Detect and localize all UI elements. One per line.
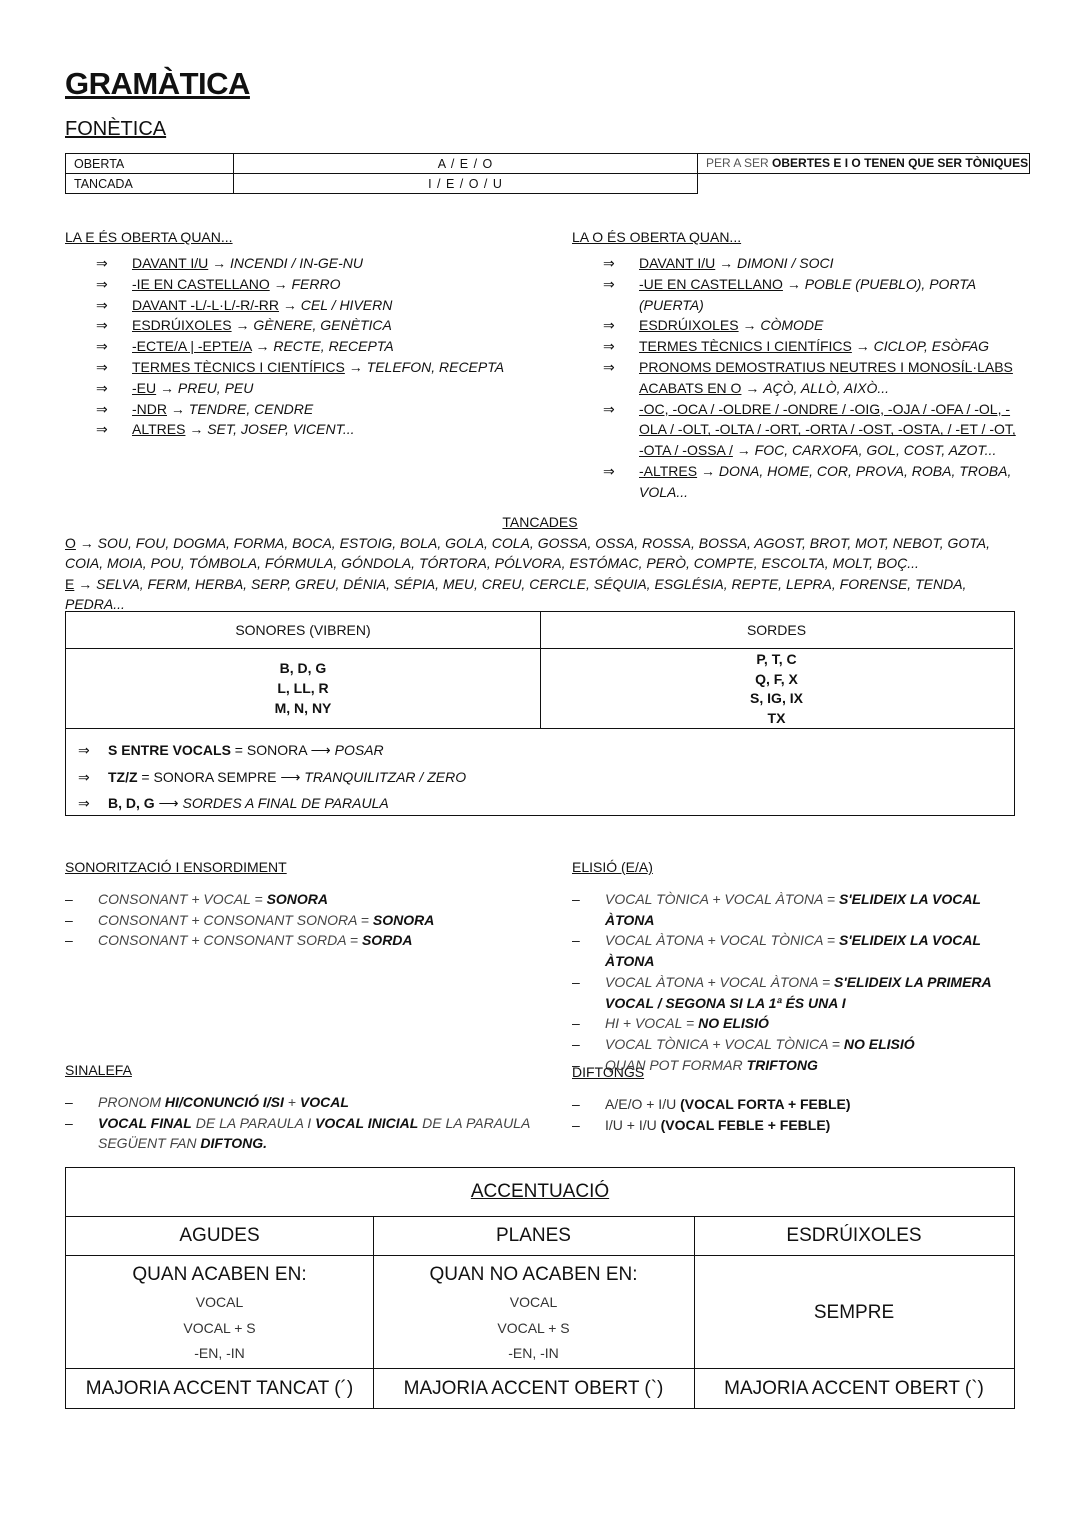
accentuacio-heading: ACCENTUACIÓ	[470, 1181, 610, 1202]
list-item: ⇒ TZ/Z = SONORA SEMPRE ⟶ TRANQUILITZAR / ZERO	[78, 764, 466, 791]
o-open-heading: LA O ÉS OBERTA QUAN...	[572, 229, 742, 245]
sonoritzacio-heading: SONORITZACIÓ I ENSORDIMENT	[65, 859, 287, 875]
tancades-e: E → SELVA, FERM, HERBA, SERP, GREU, DÉNIA, SÉPIA, MEU, CREU, CERCLE, SÉQUIA, ESGLÉSIA, REPTE, LEPRA, FORENSE, TENDA, PEDRA...	[65, 575, 967, 612]
sonores-list: B, D, G L, LL, R M, N, NY	[274, 660, 332, 716]
diftongs-heading: DIFTONGS	[572, 1064, 645, 1080]
list-item: ⇒ -ALTRES → DONA, HOME, COR, PROVA, ROBA, TROBA, VOLA...	[603, 461, 1023, 503]
tancades-block	[65, 512, 1015, 615]
e-open-list	[96, 253, 536, 440]
list-item: – VOCAL TÒNICA + VOCAL TÒNICA = NO ELISIÓ	[572, 1034, 1022, 1055]
list-item: ⇒ DAVANT I/U → DIMONI / SOCI	[603, 253, 1023, 274]
table-row	[66, 174, 698, 194]
accentuacio-table	[65, 1167, 1015, 1409]
list-item: ⇒ -IE EN CASTELLANO → FERRO	[96, 274, 536, 295]
list-item: – CONSONANT + VOCAL = SONORA	[65, 889, 545, 910]
sonoritzacio-list	[65, 889, 545, 951]
consonant-rules	[78, 737, 466, 817]
vowel-table	[65, 153, 698, 194]
esdruixoles-accent: MAJORIA ACCENT OBERT (`)	[724, 1378, 984, 1399]
list-item: ⇒ TERMES TÈCNICS I CIENTÍFICS → CICLOP, ESÒFAG	[603, 336, 1023, 357]
list-item: – HI + VOCAL = NO ELISIÓ	[572, 1013, 1022, 1034]
section-title-fonetica: FONÈTICA	[65, 118, 167, 140]
list-item: ⇒ DAVANT I/U → INCENDI / IN-GE-NU	[96, 253, 536, 274]
sonores-header: SONORES (VIBREN)	[66, 612, 540, 649]
planes-rule: QUAN NO ACABEN EN: VOCAL VOCAL + S -EN, -IN	[429, 1264, 638, 1361]
list-item: – A/E/O + I/U (VOCAL FORTA + FEBLE)	[572, 1094, 1022, 1115]
vowel-label: OBERTA	[66, 154, 234, 174]
o-open-list	[603, 253, 1023, 503]
table-divider	[66, 1368, 1014, 1369]
note-prefix: PER A SER	[706, 156, 769, 170]
list-item: ⇒ -OC, -OCA / -OLDRE / -ONDRE / -OIG, -OJA / -OFA / -OL, -OLA / -OLT, -OLTA / -ORT, -ORTA / -OST, -OSTA, / -ET / -OT, -OTA / -OSSA / → FOC, CARXOFA, GOL, COST, AZOT...	[603, 399, 1023, 461]
list-item: ⇒ S ENTRE VOCALS = SONORA ⟶ POSAR	[78, 737, 466, 764]
list-item: ⇒ -EU → PREU, PEU	[96, 378, 536, 399]
list-item: – VOCAL TÒNICA + VOCAL ÀTONA = S'ELIDEIX LA VOCAL ÀTONA	[572, 889, 1022, 930]
list-item: – PRONOM HI/CONUNCIÓ I/SI + VOCAL	[65, 1092, 535, 1113]
list-item: – CONSONANT + CONSONANT SONORA = SONORA	[65, 910, 545, 931]
agudes-rule: QUAN ACABEN EN: VOCAL VOCAL + S -EN, -IN	[132, 1264, 307, 1361]
list-item: ⇒ ESDRÚIXOLES → CÒMODE	[603, 315, 1023, 336]
vowel-note	[697, 153, 1030, 174]
tancades-o: O → SOU, FOU, DOGMA, FORMA, BOCA, ESTOIG, BOLA, GOLA, COLA, GOSSA, OSSA, ROSSA, BOSSA, AGOST, BROT, MOT, NEBOT, GOTA, COIA, MOIA, POU, TÓMBOLA, FÓRMULA, GÓNDOLA, TÓRTORA, PÓLVORA, ESTÓMAC, PERÒ, COMPTE, ESCOLTA, MOLT, BOÇ...	[65, 534, 990, 571]
sinalefa-list	[65, 1092, 535, 1154]
list-item: ⇒ TERMES TÈCNICS I CIENTÍFICS → TELEFON, RECEPTA	[96, 357, 536, 378]
vowel-value: A / E / O	[234, 154, 698, 174]
elisio-heading: ELISIÓ (E/A)	[572, 859, 653, 875]
agudes-accent: MAJORIA ACCENT TANCAT (´)	[85, 1378, 354, 1399]
tancades-heading: TANCADES	[502, 514, 578, 530]
list-item: ⇒ ALTRES → SET, JOSEP, VICENT...	[96, 419, 536, 440]
col-esdruixoles-header: ESDRÚIXOLES	[786, 1225, 922, 1246]
list-item: ⇒ DAVANT -L/-L·L/-R/-RR → CEL / HIVERN	[96, 295, 536, 316]
sordes-header: SORDES	[540, 612, 1013, 649]
list-item: ⇒ B, D, G ⟶ SORDES A FINAL DE PARAULA	[78, 790, 466, 817]
table-divider	[66, 1216, 1014, 1217]
esdruixoles-rule: SEMPRE	[813, 1302, 895, 1323]
elisio-list	[572, 889, 1022, 1075]
list-item: – I/U + I/U (VOCAL FEBLE + FEBLE)	[572, 1115, 1022, 1136]
page-title: GRAMÀTICA	[65, 66, 250, 101]
e-open-heading: LA E ÉS OBERTA QUAN...	[65, 229, 233, 245]
list-item: ⇒ -ECTE/A | -EPTE/A → RECTE, RECEPTA	[96, 336, 536, 357]
col-planes-header: PLANES	[496, 1225, 571, 1246]
vowel-value: I / E / O / U	[234, 174, 698, 194]
list-item: ⇒ ESDRÚIXOLES → GÈNERE, GENÈTICA	[96, 315, 536, 336]
list-item: ⇒ -NDR → TENDRE, CENDRE	[96, 399, 536, 420]
list-item: – VOCAL ÀTONA + VOCAL TÒNICA = S'ELIDEIX LA VOCAL ÀTONA	[572, 930, 1022, 971]
table-divider	[66, 1255, 1014, 1256]
consonant-table	[65, 611, 1015, 816]
list-item: – QUAN POT FORMAR TRIFTONG	[572, 1055, 1022, 1076]
table-row	[66, 154, 698, 174]
vowel-label: TANCADA	[66, 174, 234, 194]
list-item: – VOCAL ÀTONA + VOCAL ÀTONA = S'ELIDEIX LA PRIMERA VOCAL / SEGONA SI LA 1ª ÉS UNA I	[572, 972, 1022, 1013]
note-emphasis: OBERTES E I O TENEN QUE SER TÒNIQUES	[772, 156, 1029, 170]
table-divider	[66, 728, 1014, 729]
planes-accent: MAJORIA ACCENT OBERT (`)	[403, 1378, 664, 1399]
sinalefa-heading: SINALEFA	[65, 1062, 132, 1078]
diftongs-list	[572, 1094, 1022, 1135]
list-item: ⇒ -UE EN CASTELLANO → POBLE (PUEBLO), PORTA (PUERTA)	[603, 274, 1023, 316]
list-item: – VOCAL FINAL DE LA PARAULA I VOCAL INICIAL DE LA PARAULA SEGÜENT FAN DIFTONG.	[65, 1113, 535, 1154]
list-item: ⇒ PRONOMS DEMOSTRATIUS NEUTRES I MONOSÍL·LABS ACABATS EN O → AÇÒ, ALLÒ, AIXÒ...	[603, 357, 1023, 399]
col-agudes-header: AGUDES	[179, 1225, 260, 1246]
sordes-list: P, T, C Q, F, X S, IG, IX TX	[750, 651, 803, 726]
list-item: – CONSONANT + CONSONANT SORDA = SORDA	[65, 930, 545, 951]
